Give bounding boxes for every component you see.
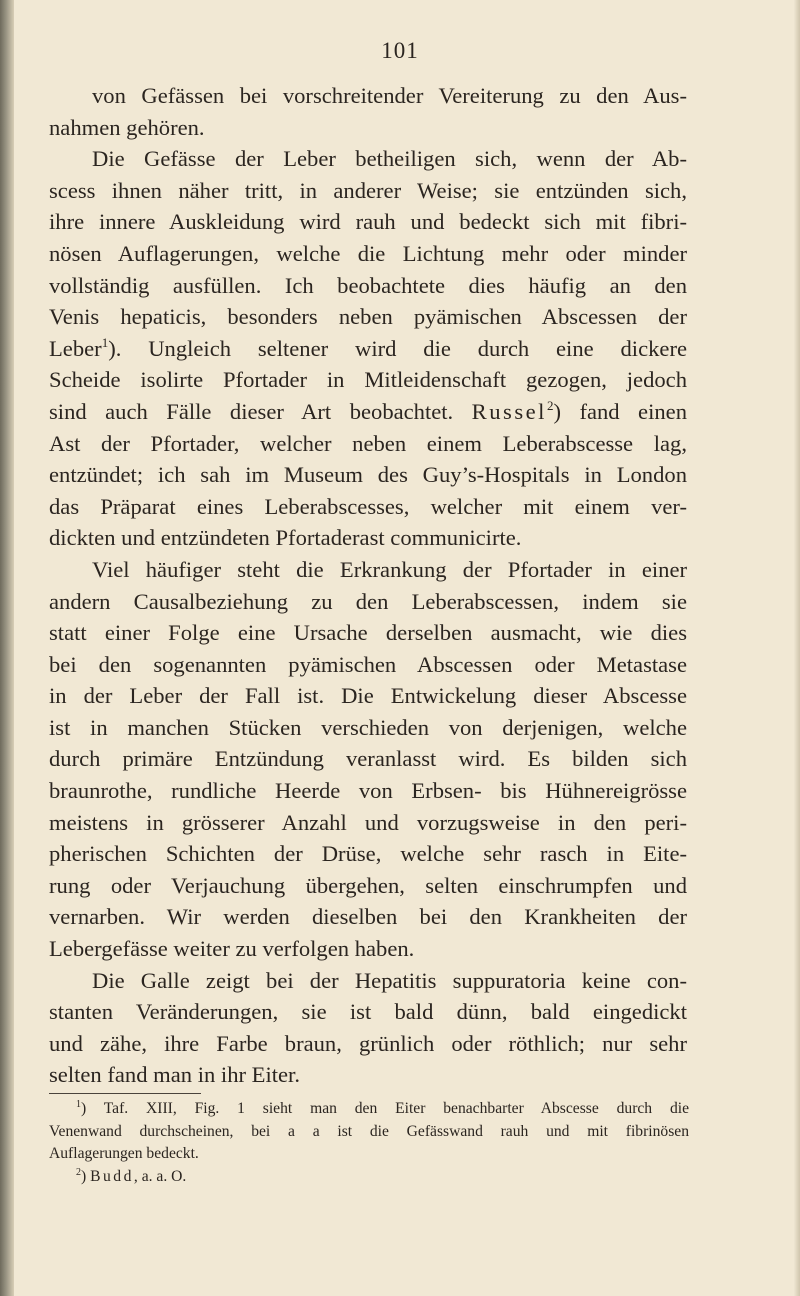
paragraph-line: das Präparat eines Leberabscesses, welcher mit einem ver- xyxy=(49,493,687,519)
paragraph-line: andern Causalbeziehung zu den Leberabscessen, indem sie xyxy=(49,588,687,614)
footnote-line: Auflagerungen bedeckt. xyxy=(49,1145,199,1162)
body-text xyxy=(49,80,687,1091)
paragraph-line: selten fand man in ihr Eiter. xyxy=(49,1062,300,1088)
paragraph-line: durch primäre Entzündung veranlasst wird. Es bilden sich xyxy=(49,746,687,772)
footnote-line xyxy=(49,1166,689,1189)
footnote-reference: 2 xyxy=(546,397,554,413)
footnotes xyxy=(49,1098,689,1188)
paragraph-line: nahmen gehören. xyxy=(49,114,205,140)
paragraph-line: rung oder Verjauchung übergehen, selten einschrumpfen und xyxy=(49,872,687,898)
paragraph-line: Die Gefässe der Leber betheiligen sich, wenn der Ab- xyxy=(92,146,687,172)
page-outer-edge xyxy=(794,0,800,1296)
paragraph-line xyxy=(49,396,687,428)
paragraph-line: Lebergefässe weiter zu verfolgen haben. xyxy=(49,936,415,962)
paragraph-line: Die Galle zeigt bei der Hepatitis suppuratoria keine con- xyxy=(92,967,687,993)
paragraph-line: Viel häufiger steht die Erkrankung der Pfortader in einer xyxy=(92,556,687,582)
text-run: ) fand einen xyxy=(553,398,687,424)
paragraph-line: ist in manchen Stücken verschieden von derjenigen, welche xyxy=(49,714,687,740)
paragraph-line: scess ihnen näher tritt, in anderer Weise; sie entzünden sich, xyxy=(49,177,687,203)
author-name: Russel xyxy=(471,398,547,424)
paragraph-line: Ast der Pfortader, welcher neben einem Leberabscesse lag, xyxy=(49,430,687,456)
text-run: ). Ungleich seltener wird die durch eine dickere xyxy=(108,335,687,361)
paragraph-line: meistens in grösserer Anzahl und vorzugsweise in den peri- xyxy=(49,809,687,835)
text-run: , a. a. O. xyxy=(133,1167,187,1185)
text-run: ) Taf. XIII, Fig. 1 sieht man den Eiter benachbarter Abscesse durch die xyxy=(81,1100,689,1117)
paragraph-line: in der Leber der Fall ist. Die Entwickelung dieser Abscesse xyxy=(49,683,687,709)
page-number: 101 xyxy=(381,38,419,63)
paragraph-line: nösen Auflagerungen, welche die Lichtung mehr oder minder xyxy=(49,240,687,266)
footnote-separator xyxy=(49,1093,201,1094)
paragraph-line: Scheide isolirte Pfortader in Mitleidenschaft gezogen, jedoch xyxy=(49,367,687,393)
text-run: sind auch Fälle dieser Art beobachtet. xyxy=(49,398,472,424)
paragraph-line: dickten und entzündeten Pfortaderast communicirte. xyxy=(49,525,522,551)
text-run: ) xyxy=(81,1167,91,1185)
footnote-reference: 2 xyxy=(76,1166,81,1178)
paragraph-line: entzündet; ich sah im Museum des Guy’s-Hospitals in London xyxy=(49,462,687,488)
footnote-reference: 1 xyxy=(76,1099,81,1110)
footnote-reference: 1 xyxy=(101,334,109,350)
paragraph-line: stanten Veränderungen, sie ist bald dünn, bald eingedickt xyxy=(49,999,687,1025)
page-binding-edge xyxy=(0,0,14,1296)
paragraph-line: bei den sogenannten pyämischen Abscessen oder Metastase xyxy=(49,651,687,677)
footnote-line xyxy=(49,1098,689,1121)
paragraph-line: vernarben. Wir werden dieselben bei den Krankheiten der xyxy=(49,904,687,930)
paragraph-line: ihre innere Auskleidung wird rauh und bedeckt sich mit fibri- xyxy=(49,209,687,235)
paragraph-line: Venis hepaticis, besonders neben pyämischen Abscessen der xyxy=(49,304,687,330)
footnote-line: Venenwand durchscheinen, bei a a ist die Gefässwand rauh und mit fibrinösen xyxy=(49,1122,689,1140)
paragraph-line: und zähe, ihre Farbe braun, grünlich oder röthlich; nur sehr xyxy=(49,1030,687,1056)
paragraph-line: statt einer Folge eine Ursache derselben ausmacht, wie dies xyxy=(49,620,687,646)
author-name: Budd xyxy=(90,1167,134,1185)
text-run: Leber xyxy=(49,335,102,361)
paragraph-line xyxy=(49,333,687,365)
paragraph-line: von Gefässen bei vorschreitender Vereiterung zu den Aus- xyxy=(92,83,687,108)
paragraph-line: braunrothe, rundliche Heerde von Erbsen- bis Hühnereigrösse xyxy=(49,778,687,804)
paragraph-line: vollständig ausfüllen. Ich beobachtete dies häufig an den xyxy=(49,272,687,298)
paragraph-line: pherischen Schichten der Drüse, welche sehr rasch in Eite- xyxy=(49,841,687,867)
